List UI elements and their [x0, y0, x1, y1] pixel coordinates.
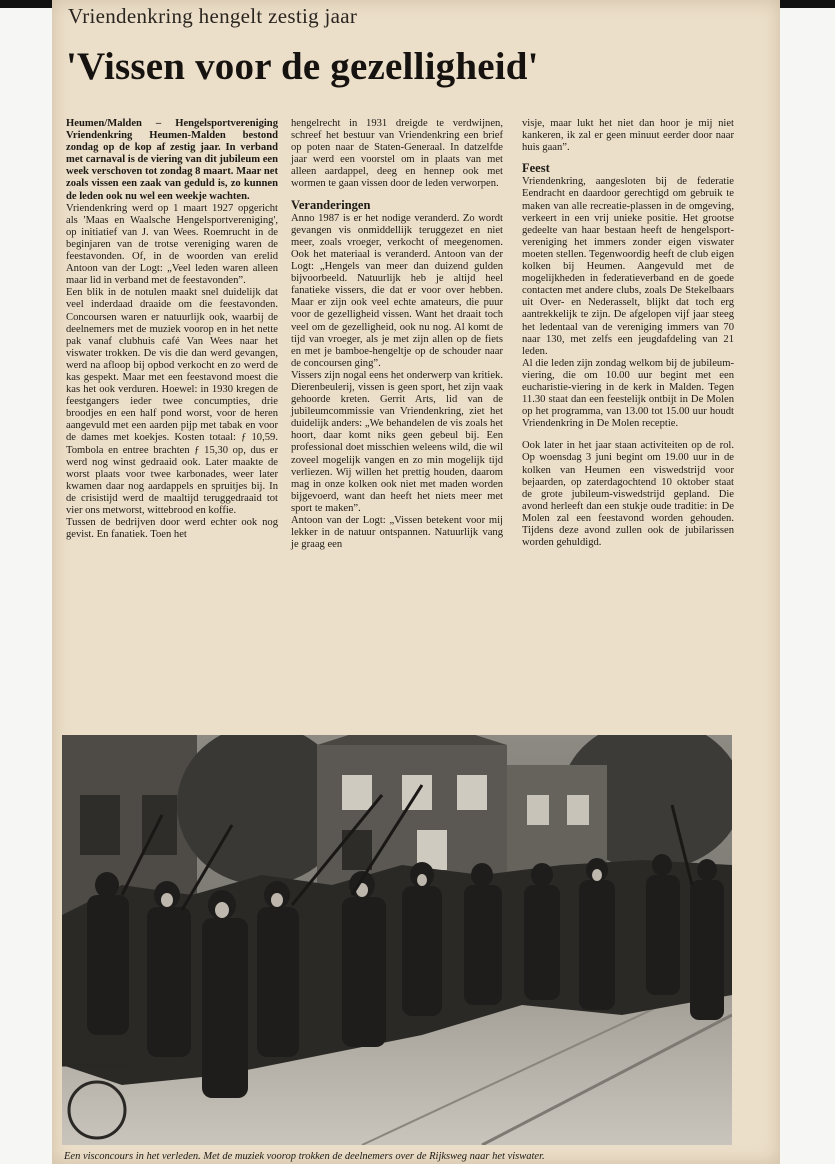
photo-illustration: [62, 735, 732, 1145]
text-column-2: [291, 118, 503, 551]
paragraph-spacer: [522, 430, 734, 440]
body-paragraph: Tussen de bedrijven door werd echter ook nog gevist. En fanatiek. Toen het: [66, 517, 278, 541]
body-paragraph: Ook later in het jaar staan activiteiten op de rol. Op woensdag 3 juni begint om 19.00 uur in de kolken van Heumen een viswedstrijd voor bejaarden, op zaterdagochtend 10 oktober staat de grote jubileum-viswedstrijd gepland. Die avond herleeft dan een stukje oude traditie: in De Molen zal een feestavond worden gehouden. Tijdens deze avond zullen ook de jubilarissen worden gehuldigd.: [522, 440, 734, 549]
subheading-veranderingen: Veranderingen: [291, 197, 371, 212]
body-paragraph: Vissers zijn nogal eens het onderwerp van kritiek. Dierenbeulerij, vissen is geen sport, het zijn vaak gehoorde kreten. Gerrit Arts, lid van de jubileumcommissie van Vriendenkring, ziet het duidelijk anders: „We behandelen de vis zoals het hoort, daar komt niks geen gebeul bij. Een professional doet misschien weleens wild, die wil zoveel mogelijk vangen en zo min mogelijk tijd verliezen. Wij willen het prettig houden, daarom mag in onze kolken ook niet met maden worden bijgevoerd, want dan heeft het niets meer met sport te maken”.: [291, 369, 503, 514]
text-column-1: [66, 118, 278, 541]
body-paragraph: Vriendenkring, aangesloten bij de federatie Eendracht en daardoor gerechtigd om gebruik te maken van alle recreatie-plassen in de omgeving, verkeert in een vrij unieke positie. Het grootse gedeelte van haar bestaan heeft de hengelsport-vereniging het immers zonder eigen viswater moeten stellen. Tegenwoordig heeft de club eigen kolken bij Heumen. Aangevuld met de mogelijkheden in federatieverband en de goede contacten met andere clubs, zoals De Stekelbaars uit Over- en Nederasselt, blijkt dat toch erg aantrekkelijk te zijn. De afgelopen vijf jaar steeg het ledentaal van de vereniging immers van 70 naar 130, met zelfs een jeugdafdeling van 21 leden.: [522, 176, 734, 357]
text-column-3: [522, 118, 734, 549]
subheading-feest: Feest: [522, 161, 550, 176]
body-paragraph: Vriendenkring werd op 1 maart 1927 opgericht als 'Maas en Waalsche Hengelsportvereniging', op initiatief van J. van Wees. Roemrucht in de beginjaren van de trotse vereniging waren de feestavonden. Of, in de woorden van erelid Antoon van der Logt: „Veel leden waren alleen maar lid in verband met de feestavonden”.: [66, 202, 278, 287]
body-paragraph: visje, maar lukt het niet dan hoor je mij niet kankeren, ik zal er geen minuut eerder door naar huis gaan”.: [522, 118, 734, 154]
body-paragraph: Een blik in de notulen maakt snel duidelijk dat veel inderdaad draaide om die feestavonden. Concoursen waren er natuurlijk ook, waarbij de deelnemers met de muziek voorop en in het nette pak vanaf clubhuis café Van Wees naar het viswater trokken. De vis die dan werd gevangen, werd na afloop bij opbod verkocht en zo werd de kas gespekt. Maar met een feestavond moest die kas het ook verduren. Hoewel: in 1930 kregen de feestgangers ieder twee concumpties, drie broodjes en een half pond worst, voor de heren aangevuld met een aarden pijp met tabak en voor de dames met koekjes. Kosten totaal: ƒ 10,59. Tombola en entree brachten ƒ 15,30 op, dus er werd nog winst gedraaid ook. Later maakte de worst plaats voor twee karbonades, weer later kwamen daar nog aardappels en spruitjes bij. In de crisistijd werd de maaltijd teruggedraaid tot vier ons metworst, wittebrood en koffie.: [66, 287, 278, 516]
article-kicker: Vriendenkring hengelt zestig jaar: [68, 4, 358, 28]
body-paragraph: hengelrecht in 1931 dreigde te verdwijnen, schreef het bestuur van Vriendenkring een brief op poten naar de Staten-Generaal. In datzelfde jaar werd een voorstel om in plaats van met alleen aardappel, deeg en hennep ook met wormen te gaan vissen door de leden verworpen.: [291, 118, 503, 190]
body-paragraph: Antoon van der Logt: „Vissen betekent voor mij lekker in de natuur ontspannen. Natuurlijk vang je graag een: [291, 515, 503, 551]
body-paragraph: Anno 1987 is er het nodige veranderd. Zo wordt gevangen vis onmiddellijk teruggezet en niet meer, zoals vroeger, verkocht of meegenomen. Ook het materiaal is veranderd. Antoon van der Logt: „Hengels van meer dan duizend gulden bijvoorbeeld. Natuurlijk heb je altijd heel fanatieke vissers, die dat er voor over hebben. Maar er zijn ook veel echte amateurs, die puur voor de gezelligheid vissen. Want het draait toch veel om de gezelligheid, ook nu nog. Al komt de tijd van vroeger, als je met zijn allen op de fiets en met je bamboe-hengeltje op de schouder naar de concoursen ging”.: [291, 212, 503, 369]
historic-photo: [62, 735, 732, 1145]
lead-paragraph: Heumen/Malden – Hengelsportvereniging Vriendenkring Heumen-Malden bestond zondag op de kop af zestig jaar. In verband met carnaval is de viering van dit jubileum een week verschoven tot zondag 8 maart. Maar net zoals vissen een zaak van geduld is, zo kunnen de leden ook nu wel een weekje wachten.: [66, 118, 278, 202]
body-paragraph: Al die leden zijn zondag welkom bij de jubileum-viering, die om 10.00 uur begint met een eucharistie-viering in de kerk in Malden. Tegen 11.30 staat dan een feestelijk ontbijt in De Molen op het programma, van 13.00 tot 15.00 uur houdt Vriendenkring in De Molen receptie.: [522, 357, 734, 430]
article-headline: 'Vissen voor de gezelligheid': [66, 45, 539, 88]
photo-caption: Een visconcours in het verleden. Met de muziek voorop trokken de deelnemers over de Rijksweg naar het viswater.: [64, 1151, 545, 1162]
